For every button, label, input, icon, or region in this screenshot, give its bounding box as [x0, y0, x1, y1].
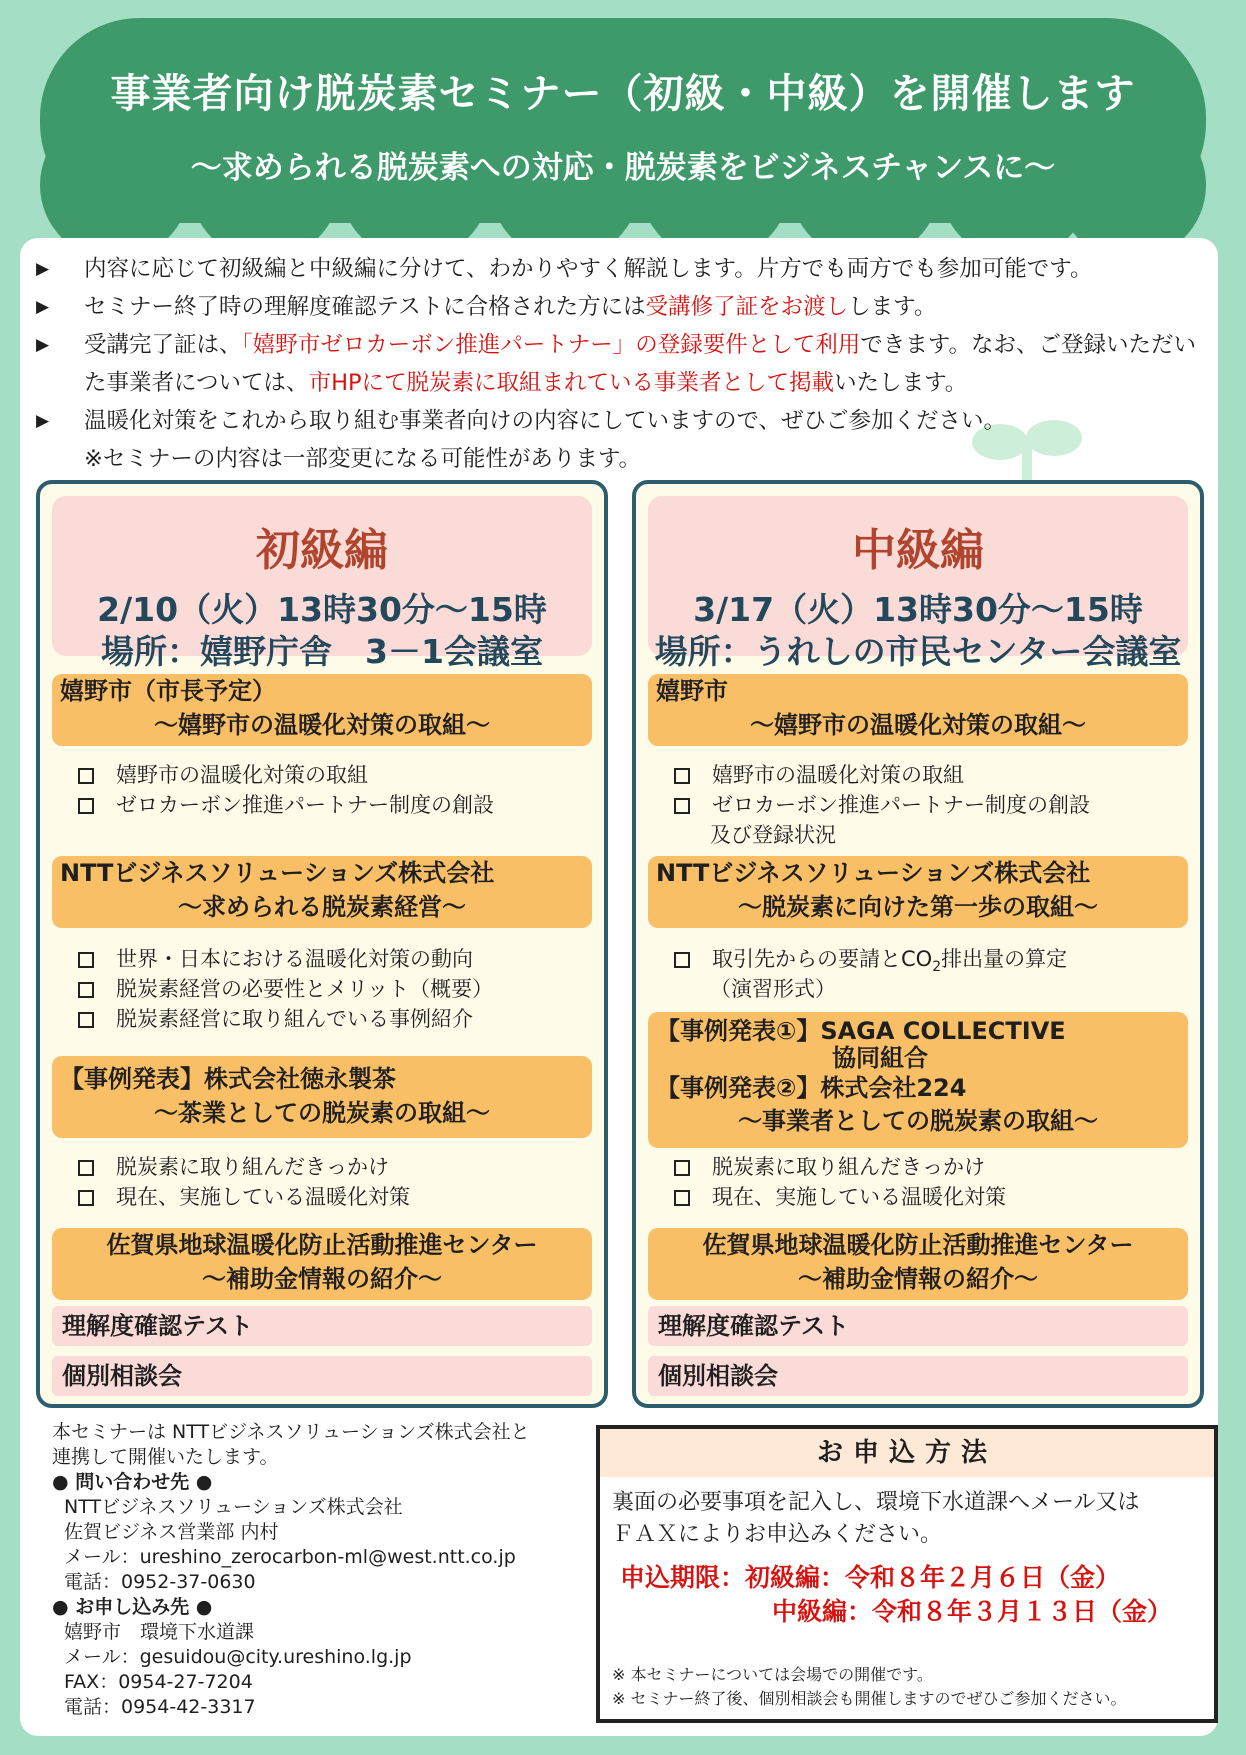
consult-box: 個別相談会 [648, 1356, 1188, 1396]
contact-info: 本セミナーは NTTビジネスソリューションズ株式会社と 連携して開催いたします。 ● 問い合わせ先 ● NTTビジネスソリューションズ株式会社 佐賀ビジネス営業部 内村 メール：ureshino_zerocarbon-ml@west.ntt.co.jp 電話：0952-37-0630 ● お申し込み先 ● 嬉野市 環境下水道課 メール：gesuidou@city.ureshino.lg.jp FAX：0954-27-7204 電話：0954-42-3317 [52, 1420, 592, 1720]
list-item: 嬉野市の温暖化対策の取組 [674, 760, 964, 790]
beginner-date: 2/10（火）13時30分～15時 [97, 590, 547, 629]
list-item: 脱炭素経営に取り組んでいる事例紹介 [78, 1004, 473, 1034]
page-subtitle: ～求められる脱炭素への対応・脱炭素をビジネスチャンスに～ [190, 150, 1056, 186]
session-box: 【事例発表①】SAGA COLLECTIVE 協同組合 【事例発表②】株式会社224 ～事業者としての脱炭素の取組～ [648, 1012, 1188, 1148]
checkbox-icon [78, 952, 94, 968]
application-title: お申込方法 [600, 1429, 1214, 1477]
checkbox-icon [78, 1160, 94, 1176]
bullet-item: ▶ セミナー終了時の理解度確認テストに合格された方には受講修了証をお渡しします。 [36, 288, 1216, 326]
session-box: 嬉野市（市長予定） ～嬉野市の温暖化対策の取組～ [52, 674, 592, 746]
consult-box: 個別相談会 [52, 1356, 592, 1396]
list-item: 取引先からの要請と$CO_2$排出量の算定 [674, 944, 1067, 982]
checkbox-icon [674, 952, 690, 968]
beginner-title: 初級編 [256, 525, 388, 576]
triangle-icon: ▶ [36, 411, 50, 431]
deadline-beginner: 申込期限：初級編：令和８年２月６日（金） [620, 1563, 1121, 1592]
test-box: 理解度確認テスト [648, 1306, 1188, 1346]
checkbox-icon [674, 798, 690, 814]
application-phone: 電話：0954-42-3317 [64, 1696, 256, 1718]
session-box: NTTビジネスソリューションズ株式会社 ～脱炭素に向けた第一歩の取組～ [648, 856, 1188, 928]
application-notes: ※ 本セミナーについては会場での開催です。 ※ セミナー終了後、個別相談会も開催しますのでぜひご参加ください。 [612, 1665, 1127, 1708]
application-fax: FAX：0954-27-7204 [64, 1671, 253, 1693]
session-box: 【事例発表】株式会社徳永製茶 ～茶業としての脱炭素の取組～ [52, 1056, 592, 1138]
checkbox-icon [78, 982, 94, 998]
list-item: 脱炭素に取り組んだきっかけ [78, 1152, 389, 1182]
application-method-box: お申込方法 裏面の必要事項を記入し、環境下水道課へメール又は ＦＡＸによりお申込みください。 申込期限：初級編：令和８年２月６日（金） 中級編：令和８年３月１３日（金） ※ 本セミナーについては会場での開催です。 ※ セミナー終了後、個別相談会も開催しますのでぜひご参加ください。 [596, 1425, 1218, 1723]
bullet-item: ▶ 温暖化対策をこれから取り組む事業者向けの内容にしていますので、ぜひご参加ください。 [36, 402, 1216, 440]
triangle-icon: ▶ [36, 259, 50, 279]
checkbox-icon [674, 1160, 690, 1176]
beginner-header [52, 496, 592, 671]
intermediate-title: 中級編 [852, 525, 984, 576]
checkbox-icon [78, 798, 94, 814]
intermediate-header [648, 496, 1188, 671]
session-box: NTTビジネスソリューションズ株式会社 ～求められる脱炭素経営～ [52, 856, 592, 928]
checkbox-icon [674, 1190, 690, 1206]
inquiry-email[interactable]: メール：ureshino_zerocarbon-ml@west.ntt.co.jp [64, 1546, 516, 1568]
page-title: 事業者向け脱炭素セミナー（初級・中級）を開催します [110, 71, 1136, 117]
inquiry-phone: 電話：0952-37-0630 [64, 1571, 256, 1593]
list-item: 嬉野市の温暖化対策の取組 [78, 760, 368, 790]
checkbox-icon [78, 1012, 94, 1028]
list-item-cont: 及び登録状況 [710, 823, 836, 847]
intro-bullets [36, 250, 1216, 478]
test-box: 理解度確認テスト [52, 1306, 592, 1346]
bullet-item: ▶ 受講完了証は、「嬉野市ゼロカーボン推進パートナー」の登録要件として利用できます。なお、ご登録いただいた事業者については、市HPにて脱炭素に取組まれている事業者として掲載いたします。 [36, 326, 1216, 402]
list-item: 現在、実施している温暖化対策 [674, 1182, 1006, 1212]
session-box: 嬉野市 ～嬉野市の温暖化対策の取組～ [648, 674, 1188, 746]
application-email[interactable]: メール：gesuidou@city.ureshino.lg.jp [64, 1646, 412, 1668]
intermediate-column [632, 480, 1204, 1408]
list-item: 現在、実施している温暖化対策 [78, 1182, 410, 1212]
checkbox-icon [674, 768, 690, 784]
beginner-place: 場所：嬉野庁舎 3－1会議室 [101, 632, 543, 671]
session-box: 佐賀県地球温暖化防止活動推進センター ～補助金情報の紹介～ [52, 1228, 592, 1300]
triangle-icon: ▶ [36, 335, 50, 355]
checkbox-icon [78, 768, 94, 784]
deadline-intermediate: 中級編：令和８年３月１３日（金） [772, 1597, 1173, 1626]
beginner-column [36, 480, 608, 1408]
session-box: 佐賀県地球温暖化防止活動推進センター ～補助金情報の紹介～ [648, 1228, 1188, 1300]
list-item: 世界・日本における温暖化対策の動向 [78, 944, 473, 974]
list-item-cont: （演習形式） [710, 977, 836, 1001]
intermediate-date: 3/17（火）13時30分～15時 [693, 590, 1143, 629]
checkbox-icon [78, 1190, 94, 1206]
list-item: ゼロカーボン推進パートナー制度の創設 [674, 790, 1090, 820]
intro-note: ※セミナーの内容は一部変更になる可能性があります。 [84, 446, 642, 472]
intermediate-place: 場所：うれしの市民センター会議室 [654, 632, 1182, 671]
list-item: ゼロカーボン推進パートナー制度の創設 [78, 790, 494, 820]
list-item: 脱炭素に取り組んだきっかけ [674, 1152, 985, 1182]
list-item: 脱炭素経営の必要性とメリット（概要） [78, 974, 493, 1004]
inquiry-heading: ● 問い合わせ先 ● [52, 1471, 213, 1493]
application-heading: ● お申し込み先 ● [52, 1596, 213, 1618]
triangle-icon: ▶ [36, 297, 50, 317]
bullet-item: ▶ 内容に応じて初級編と中級編に分けて、わかりやすく解説します。片方でも両方でも参加可能です。 [36, 250, 1216, 288]
